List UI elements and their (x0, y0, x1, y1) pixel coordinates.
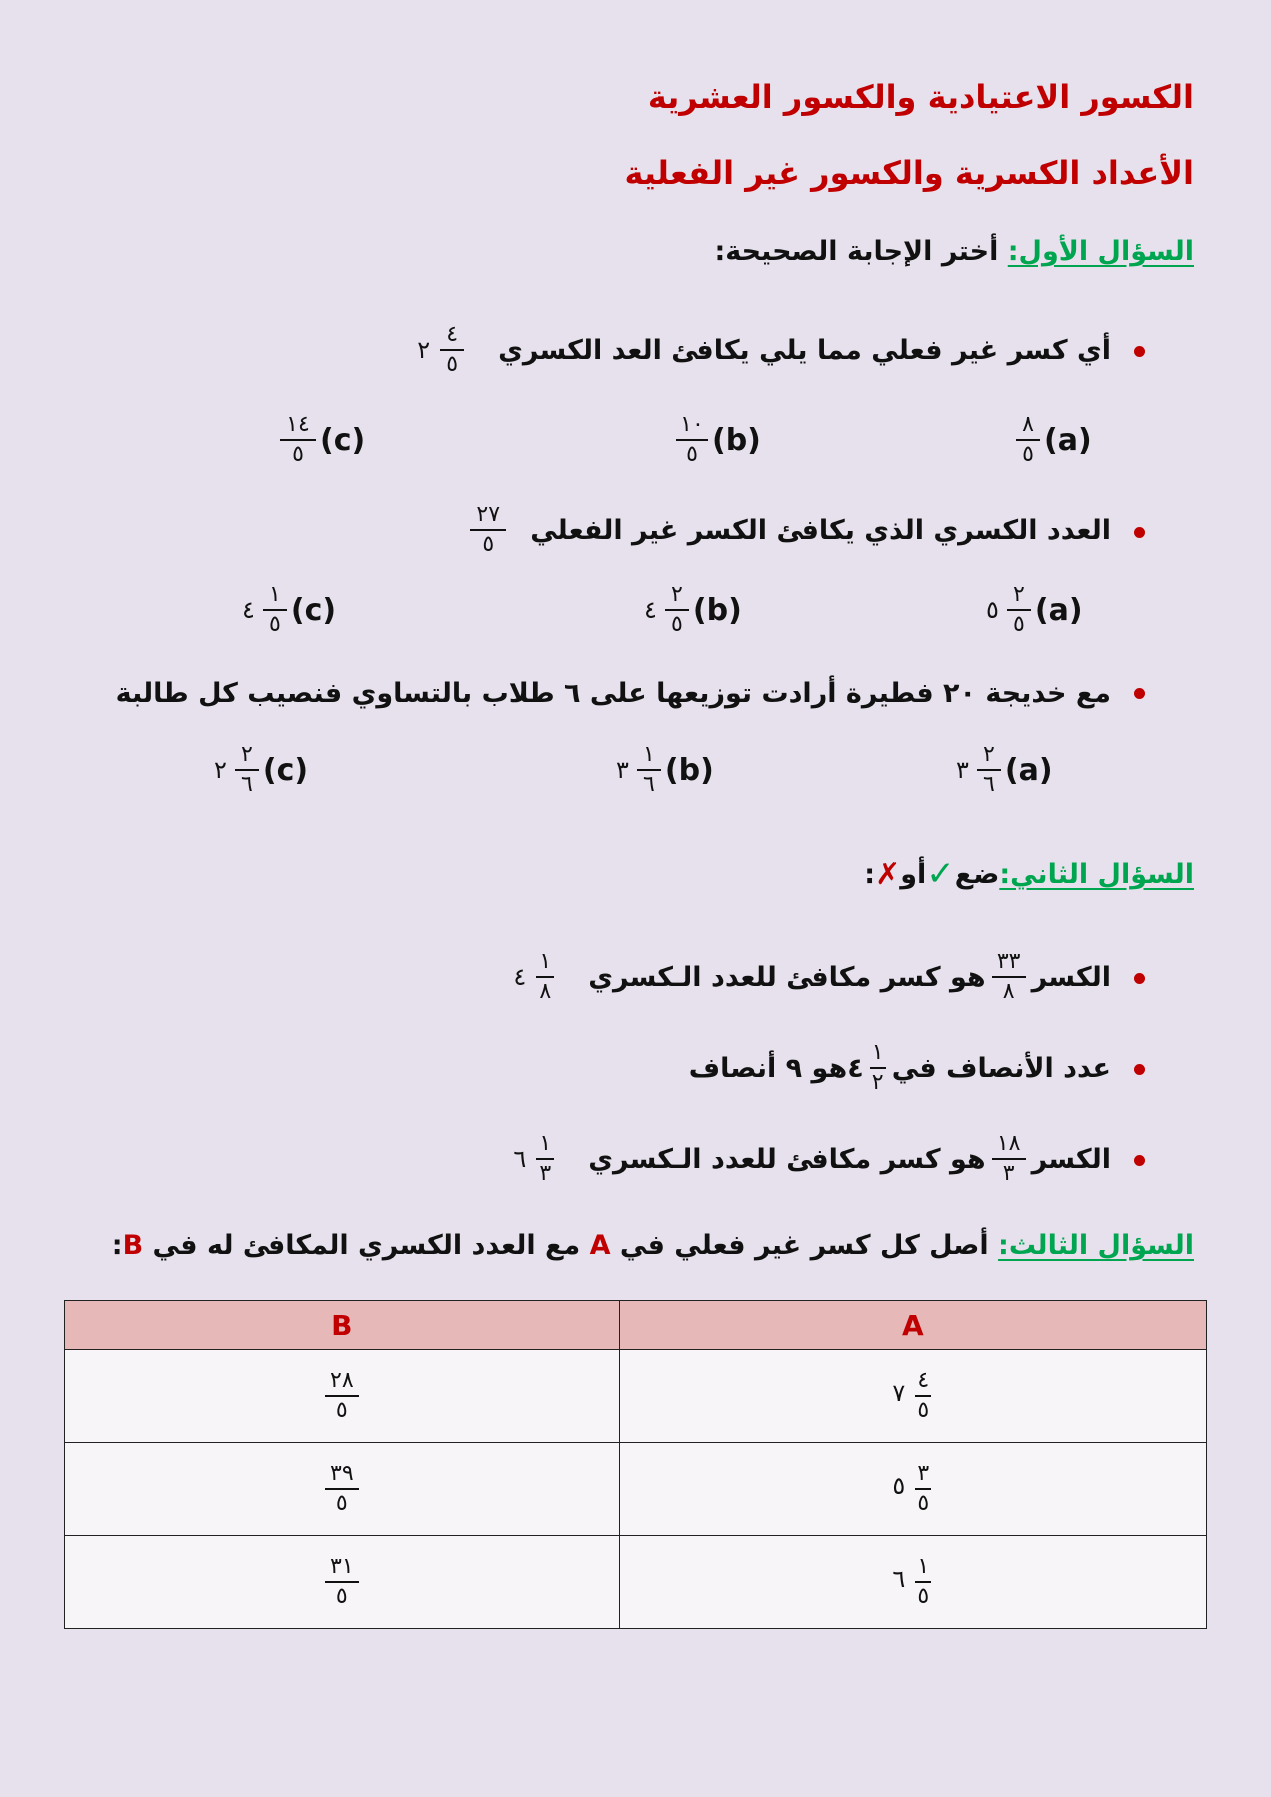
table-cell-a[interactable]: $\frac{١}{٥}$ ٦ (619, 1536, 1206, 1629)
q1-item-2 (464, 500, 1111, 560)
q2-item-3: الكسر $\frac{١٨}{٣}$ هو كسر مكافئ للعدد الـكسري $\frac{١}{٣}$ ٦ (513, 1131, 1111, 1186)
title-line-2: الأعداد الكسرية والكسور غير الفعلية (624, 154, 1194, 192)
q1-1-option-b[interactable]: $\frac{١٠}{٥}$ (b) (672, 414, 761, 466)
q2-heading: السؤال الثاني: ضع ✓ أو ✗ : (864, 854, 1194, 894)
q2-label: السؤال الثاني: (999, 858, 1194, 890)
q1-1-option-a[interactable]: $\frac{٨}{٥}$ (a) (1012, 414, 1092, 466)
q1-2-option-b[interactable]: ٤ $\frac{٢}{٥}$ (b) (644, 582, 742, 637)
q1-item-2-fraction: $\frac{٢٧}{٥}$ (470, 504, 506, 556)
q1-item-3-text: مع خديجة ٢٠ فطيرة أرادت توزيعها على ٦ طلاب بالتساوي فنصيب كل طالبة (115, 677, 1111, 709)
q3-label: السؤال الثالث: (998, 1230, 1194, 1261)
table-header-row (65, 1301, 1207, 1350)
q1-2-option-a[interactable]: ٥ $\frac{٢}{٥}$ (a) (986, 582, 1083, 637)
bullet-dot (1134, 527, 1145, 538)
table-cell-b[interactable]: $\frac{٢٨}{٥}$ (65, 1350, 620, 1443)
q1-item-1-text: أي كسر غير فعلي مما يلي يكافئ العد الكسري (498, 334, 1111, 366)
q1-3-option-c[interactable]: ٢ $\frac{٢}{٦}$ (c) (214, 742, 309, 797)
matching-table (64, 1300, 1207, 1629)
q1-item-3 (116, 671, 1111, 715)
q2-item-1-fraction: $\frac{٣٣}{٨}$ (992, 951, 1026, 1003)
table-row (65, 1536, 1207, 1629)
bullet-dot (1134, 346, 1145, 357)
table-row (65, 1443, 1207, 1536)
check-mark-icon: ✓ (926, 854, 955, 894)
q1-item-1-whole: ٢ (417, 336, 431, 364)
table-row (65, 1350, 1207, 1443)
table-cell-b[interactable]: $\frac{٣١}{٥}$ (65, 1536, 620, 1629)
column-header-a: A (619, 1301, 1206, 1350)
bullet-dot (1134, 688, 1145, 699)
q1-label: السؤال الأول: (1007, 236, 1194, 267)
table-cell-a[interactable]: $\frac{٣}{٥}$ ٥ (619, 1443, 1206, 1536)
column-header-b: B (65, 1301, 620, 1350)
q1-3-option-b[interactable]: ٣ $\frac{١}{٦}$ (b) (616, 742, 714, 797)
title-line-1: الكسور الاعتيادية والكسور العشرية (647, 78, 1194, 116)
bullet-dot (1134, 1064, 1145, 1075)
table-cell-b[interactable]: $\frac{٣٩}{٥}$ (65, 1443, 620, 1536)
q2-item-3-fraction: $\frac{١٨}{٣}$ (992, 1133, 1026, 1185)
q2-item-1: الكسر $\frac{٣٣}{٨}$ هو كسر مكافئ للعدد الـكسري $\frac{١}{٨}$ ٤ (513, 949, 1111, 1004)
q1-item-1 (413, 320, 1111, 380)
cross-mark-icon: ✗ (875, 856, 901, 892)
q1-2-option-c[interactable]: ٤ $\frac{١}{٥}$ (c) (242, 582, 337, 637)
q1-item-2-text: العدد الكسري الذي يكافئ الكسر غير الفعلي (530, 514, 1111, 546)
q1-heading (714, 236, 1194, 267)
bullet-dot (1134, 1155, 1145, 1166)
table-cell-a[interactable]: $\frac{٤}{٥}$ ٧ (619, 1350, 1206, 1443)
q2-item-2-fraction: $\frac{١}{٢}$ (870, 1042, 886, 1094)
bullet-dot (1134, 973, 1145, 984)
q3-heading: السؤال الثالث: أصل كل كسر غير فعلي في A مع العدد الكسري المكافئ له في B: (111, 1230, 1194, 1261)
q1-3-option-a[interactable]: ٣ $\frac{٢}{٦}$ (a) (956, 742, 1053, 797)
q1-1-option-c[interactable]: $\frac{١٤}{٥}$ (c) (276, 414, 365, 466)
q1-instruction: أختر الإجابة الصحيحة: (714, 236, 1008, 267)
q1-item-1-fraction: $\frac{٤}{٥}$ (440, 324, 464, 376)
q2-item-2: عدد الأنصاف في $\frac{١}{٢}$ ٤هو ٩ أنصاف (688, 1040, 1111, 1095)
